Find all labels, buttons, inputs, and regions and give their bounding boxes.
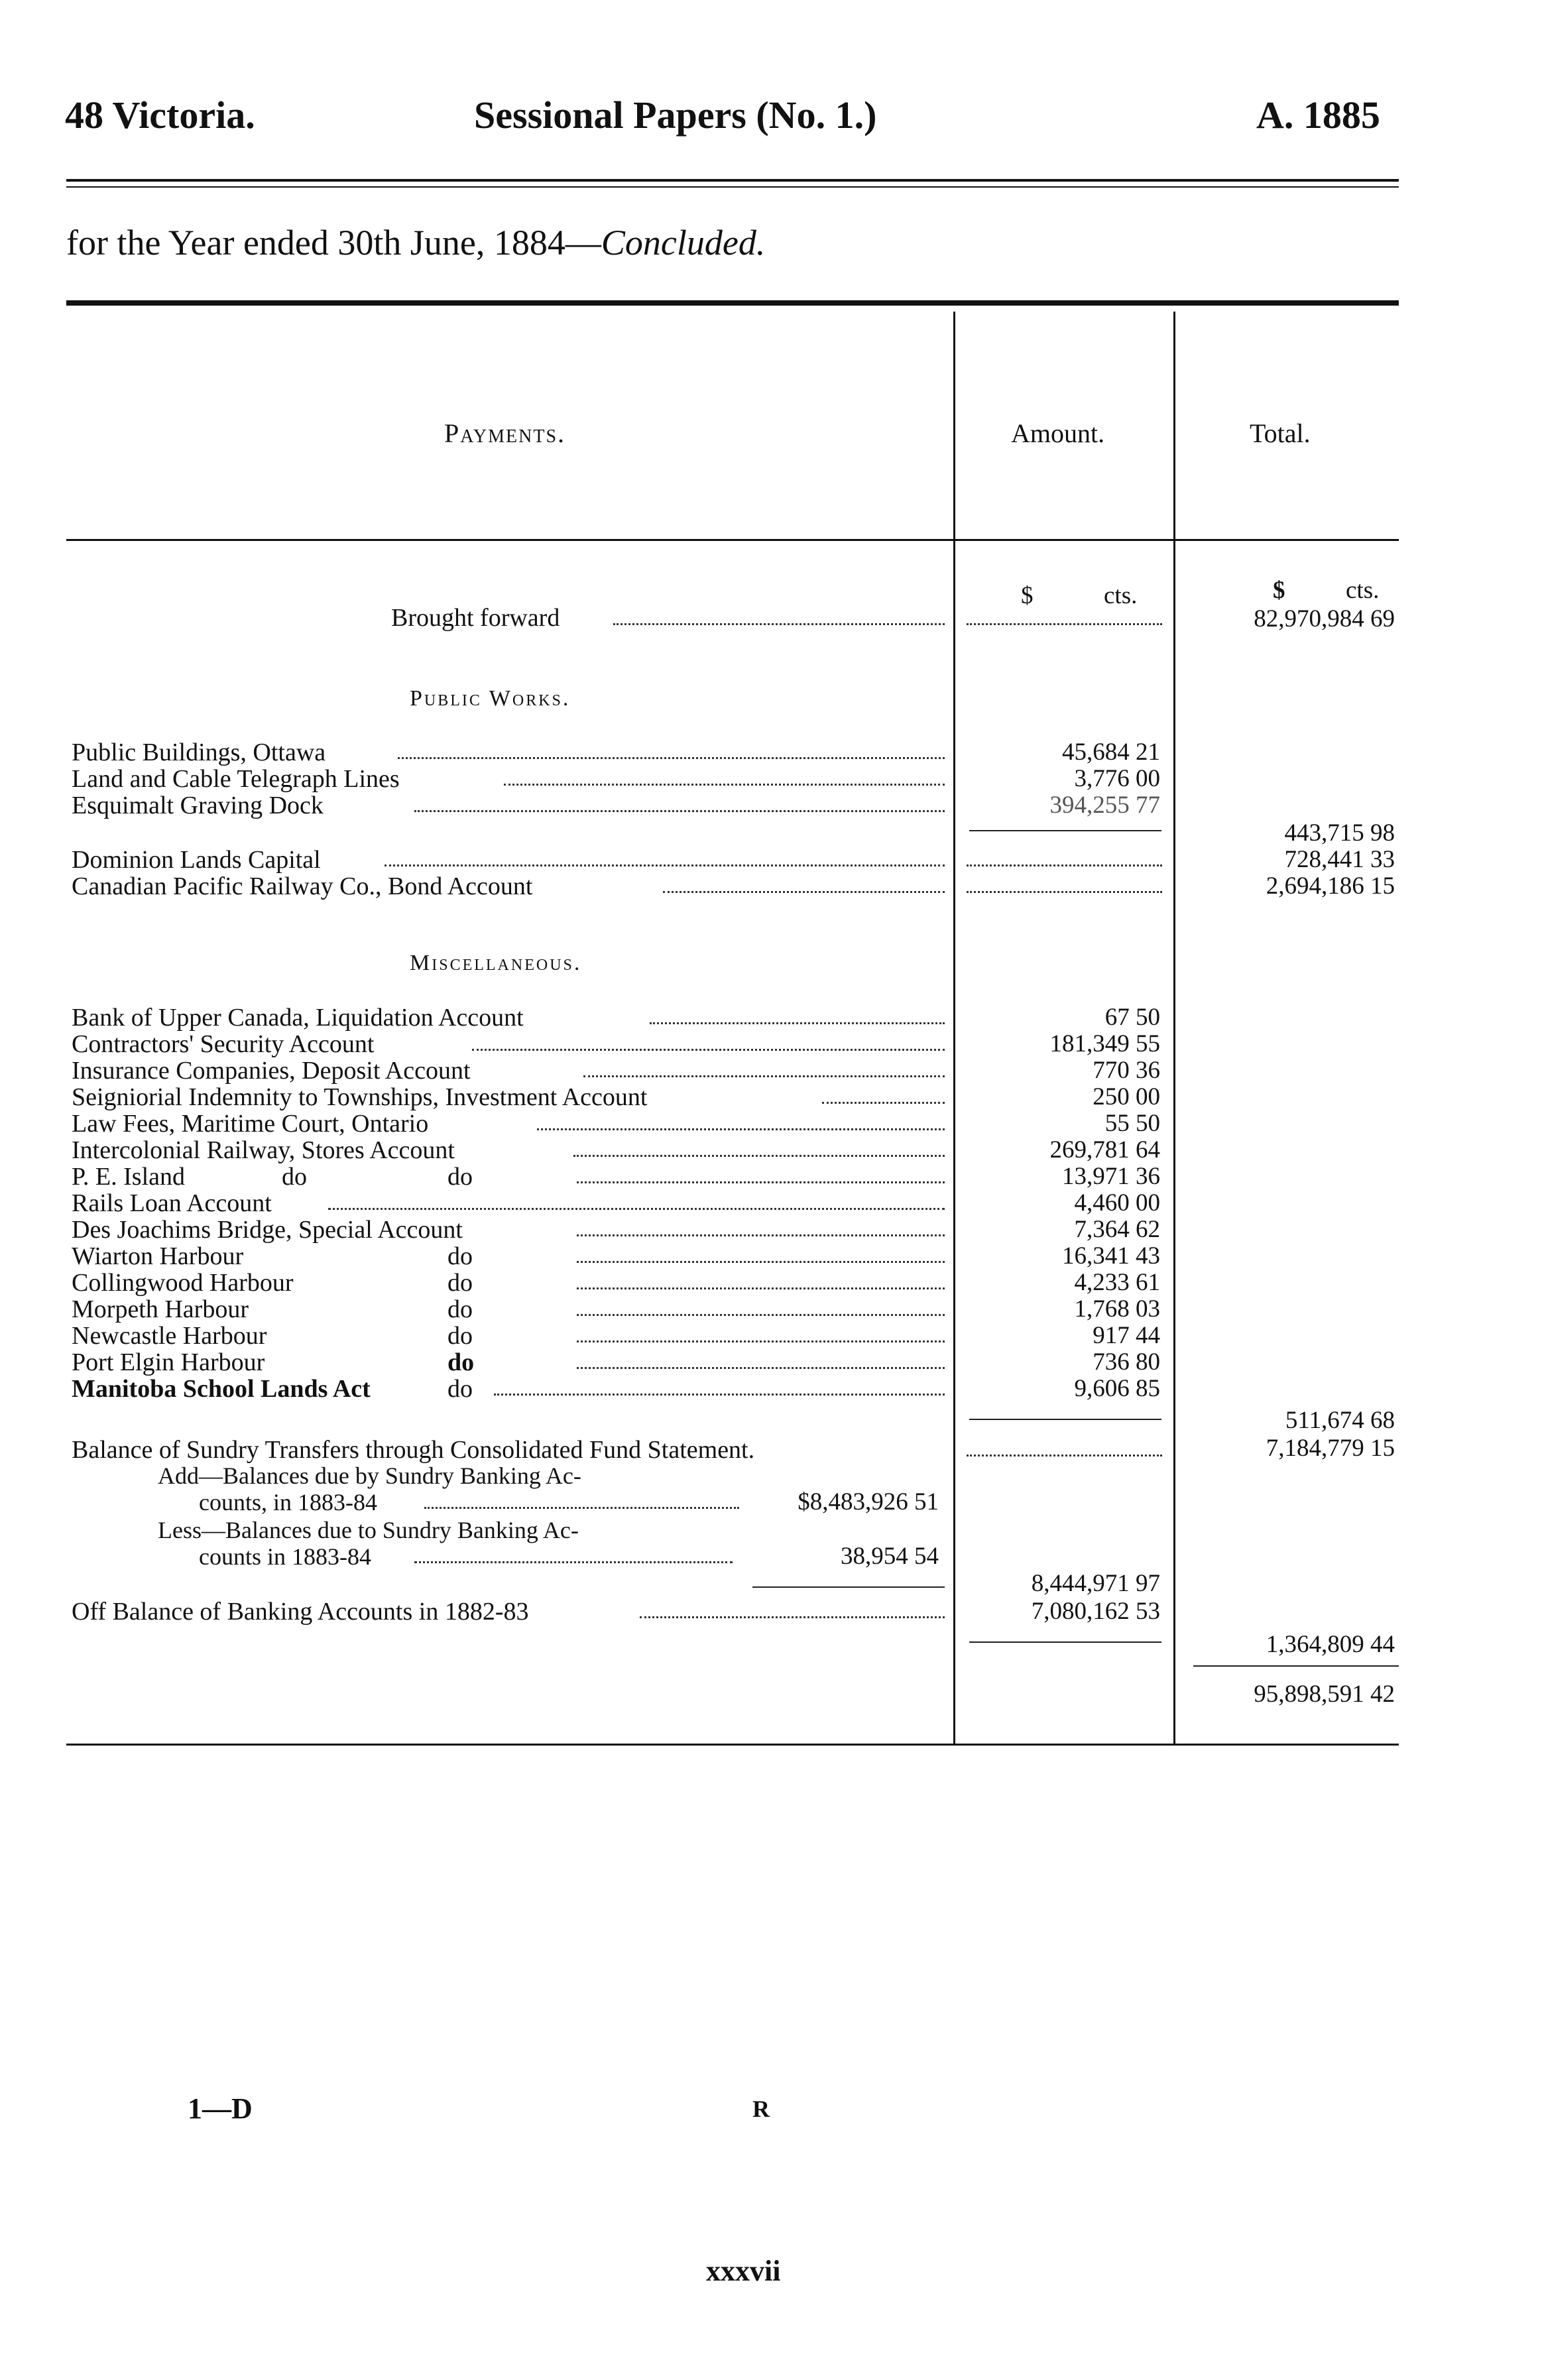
page-subtitle (66, 222, 765, 263)
leader-dots (472, 1049, 945, 1051)
leader-dots (613, 623, 945, 625)
leader-dots (537, 1128, 945, 1130)
header-session: 48 Victoria. (65, 93, 255, 137)
leader-dots (504, 784, 945, 786)
ditto-mark: do (447, 1295, 473, 1323)
ditto-mark: do (447, 1322, 473, 1350)
misc-item-label: Des Joachims Bridge, Special Account (72, 1216, 463, 1244)
grand-total-rule (1193, 1665, 1399, 1667)
leader-dots (328, 1208, 945, 1210)
column-divider-1 (953, 312, 955, 1744)
sundry-transfers-total: 7,184,779 15 (1266, 1435, 1395, 1462)
page-number: xxxvii (706, 2255, 781, 2287)
misc-item-amount: 13,971 36 (1062, 1163, 1160, 1190)
misc-item-label: P. E. Island (72, 1163, 185, 1191)
payment-item-label: Land and Cable Telegraph Lines (72, 765, 400, 793)
sundry-transfers-label: Balance of Sundry Transfers through Consolidated Fund Statement. (72, 1436, 755, 1464)
leader-dots (577, 1234, 945, 1236)
leader-dots (967, 864, 1162, 866)
capital-item-total: 728,441 33 (1284, 846, 1395, 873)
misc-item-amount: 770 36 (1093, 1057, 1160, 1084)
add-balances-label-cont: counts, in 1883-84 (199, 1489, 377, 1516)
add-balances-value: $8,483,926 51 (798, 1488, 939, 1516)
misc-item-label: Intercolonial Railway, Stores Account (72, 1136, 455, 1164)
leader-dots (573, 1155, 945, 1157)
brought-forward-total: 82,970,984 69 (1254, 605, 1395, 632)
leader-dots (583, 1075, 945, 1077)
off-balance-amount: 7,080,162 53 (1031, 1598, 1160, 1625)
payment-item-amount: 3,776 00 (1074, 765, 1160, 792)
ditto-mark: do (447, 1269, 473, 1297)
footer-left-mark: 1—D (188, 2092, 253, 2125)
misc-item-amount: 4,460 00 (1074, 1189, 1160, 1217)
leader-dots (577, 1367, 945, 1369)
leader-dots (414, 810, 945, 812)
misc-item-amount: 1,768 03 (1074, 1295, 1160, 1323)
leader-dots (577, 1261, 945, 1263)
misc-item-amount: 250 00 (1093, 1083, 1160, 1110)
public-works-subtotal: 443,715 98 (1284, 819, 1395, 847)
table-top-rule (66, 300, 1399, 306)
misc-item-label: Port Elgin Harbour (72, 1348, 265, 1376)
total-dollar-unit: $ (1273, 577, 1285, 604)
amount-dollar-unit: $ (1021, 582, 1034, 609)
payment-item-label: Public Buildings, Ottawa (72, 739, 326, 766)
subtitle-text: for the Year ended 30th June, 1884— (66, 223, 601, 263)
leader-dots (640, 1616, 945, 1618)
leader-dots (967, 891, 1162, 893)
less-balances-label: Less—Balances due to Sundry Banking Ac- (158, 1517, 579, 1543)
misc-item-label: Morpeth Harbour (72, 1295, 249, 1323)
header-separator (66, 539, 1399, 541)
capital-item-label: Canadian Pacific Railway Co., Bond Account (72, 872, 533, 900)
payment-item-amount: 45,684 21 (1062, 739, 1160, 766)
misc-item-label: Contractors' Security Account (72, 1030, 375, 1058)
ditto-mark: do (447, 1348, 475, 1376)
leader-dots (414, 1561, 733, 1563)
table-bottom-rule (66, 1744, 1399, 1746)
ditto-mark: do (282, 1163, 307, 1191)
misc-item-label: Rails Loan Account (72, 1189, 272, 1217)
subtotal-rule (969, 1419, 1161, 1420)
net-balance-amount: 8,444,971 97 (1031, 1570, 1160, 1597)
column-header-payments: Payments. (444, 418, 566, 448)
leader-dots (577, 1181, 945, 1183)
subtotal-rule (752, 1586, 945, 1588)
misc-item-label: Insurance Companies, Deposit Account (72, 1057, 471, 1085)
misc-item-amount: 9,606 85 (1074, 1375, 1160, 1402)
misc-item-amount: 4,233 61 (1074, 1269, 1160, 1296)
misc-item-amount: 181,349 55 (1049, 1030, 1160, 1057)
column-header-amount: Amount. (1011, 418, 1105, 448)
misc-item-label: Bank of Upper Canada, Liquidation Account (72, 1004, 524, 1032)
amount-cents-unit: cts. (1104, 582, 1138, 609)
footer-center-mark: R (752, 2096, 770, 2122)
column-header-total: Total. (1250, 418, 1311, 448)
subtotal-rule (969, 830, 1161, 831)
misc-item-amount: 55 50 (1104, 1110, 1160, 1137)
leader-dots (577, 1287, 945, 1289)
ditto-mark: do (447, 1375, 473, 1403)
leader-dots (385, 864, 945, 866)
leader-dots (967, 1455, 1162, 1457)
header-rule-top (66, 179, 1399, 182)
misc-item-label: Law Fees, Maritime Court, Ontario (72, 1110, 429, 1138)
grand-total: 95,898,591 42 (1254, 1681, 1395, 1708)
leader-dots (577, 1340, 945, 1342)
total-cents-unit: cts. (1346, 577, 1380, 604)
subtitle-italic: Concluded. (601, 223, 766, 263)
misc-item-amount: 67 50 (1104, 1004, 1160, 1031)
leader-dots (650, 1022, 945, 1024)
leader-dots (967, 623, 1162, 625)
off-balance-total: 1,364,809 44 (1266, 1631, 1395, 1658)
less-balances-label-cont: counts in 1883-84 (199, 1543, 371, 1570)
ditto-mark: do (447, 1163, 473, 1191)
off-balance-label: Off Balance of Banking Accounts in 1882-83 (72, 1598, 529, 1626)
header-year: A. 1885 (1256, 93, 1380, 137)
leader-dots (577, 1314, 945, 1316)
capital-item-label: Dominion Lands Capital (72, 846, 321, 874)
miscellaneous-subtotal: 511,674 68 (1285, 1407, 1395, 1434)
section-heading-miscellaneous: Miscellaneous. (410, 951, 582, 975)
misc-item-label: Seigniorial Indemnity to Townships, Investment Account (72, 1083, 648, 1111)
leader-dots (494, 1394, 945, 1396)
leader-dots (663, 891, 945, 893)
leader-dots (398, 757, 945, 759)
ditto-mark: do (447, 1242, 473, 1270)
misc-item-label: Collingwood Harbour (72, 1269, 294, 1297)
payment-item-amount: 394,255 77 (1049, 792, 1160, 819)
header-rule-bottom (66, 186, 1399, 188)
subtotal-rule (969, 1641, 1161, 1643)
misc-item-amount: 7,364 62 (1074, 1216, 1160, 1243)
misc-item-amount: 917 44 (1093, 1322, 1160, 1349)
misc-item-label: Newcastle Harbour (72, 1322, 267, 1350)
capital-item-total: 2,694,186 15 (1266, 872, 1395, 900)
misc-item-amount: 736 80 (1093, 1348, 1160, 1376)
misc-item-label: Manitoba School Lands Act (72, 1375, 371, 1403)
column-divider-2 (1173, 312, 1175, 1744)
less-balances-value: 38,954 54 (841, 1543, 939, 1570)
brought-forward-label: Brought forward (391, 604, 560, 632)
misc-item-amount: 16,341 43 (1062, 1242, 1160, 1270)
section-heading-public-works: Public Works. (410, 686, 571, 711)
add-balances-label: Add—Balances due by Sundry Banking Ac- (158, 1462, 581, 1489)
leader-dots (424, 1507, 739, 1509)
header-papers-title: Sessional Papers (No. 1.) (474, 93, 877, 137)
misc-item-amount: 269,781 64 (1049, 1136, 1160, 1163)
payment-item-label: Esquimalt Graving Dock (72, 792, 324, 819)
misc-item-label: Wiarton Harbour (72, 1242, 244, 1270)
leader-dots (822, 1102, 945, 1104)
